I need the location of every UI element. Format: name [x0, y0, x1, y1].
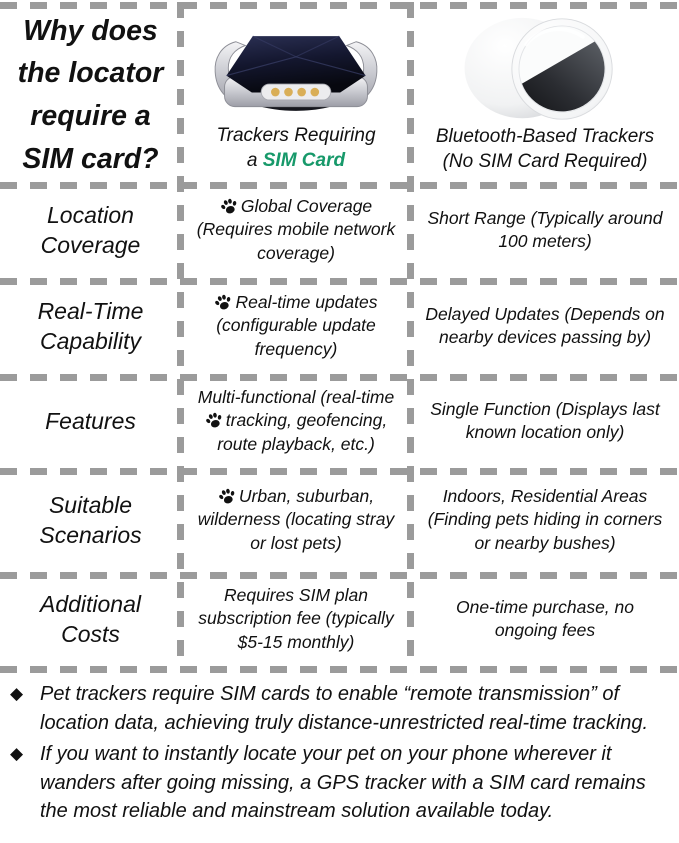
table-row: [0, 374, 679, 468]
paw-print-icon: [214, 293, 233, 312]
bt-cell-suitable-scenarios: Indoors, Residential Areas (Finding pets hiding in corners or nearby bushes): [427, 485, 663, 553]
bt-cell-location-coverage: Short Range (Typically around 100 meters): [427, 207, 663, 251]
paw-print-icon: [218, 487, 237, 506]
bluetooth-tracker-caption: [436, 125, 654, 174]
bt-caption-line1: Bluetooth-Based Trackers: [435, 126, 655, 148]
footnotes: [0, 672, 679, 826]
table-row: [0, 468, 679, 572]
table-row: [0, 182, 679, 278]
cell-text: Requires SIM plan subscription fee (typically $5-15 monthly): [198, 584, 394, 652]
diamond-bullet-icon: ◆: [10, 684, 24, 703]
sim-tracker-caption: [216, 124, 375, 173]
row-label-suitable-scenarios: Suitable Scenarios: [39, 491, 142, 548]
note-item: [10, 740, 665, 826]
airtag-image: [447, 16, 643, 122]
bt-cell-real-time-capability: Delayed Updates (Depends on nearby devices passing by): [425, 303, 665, 347]
grid-line: [0, 374, 679, 381]
grid-line: [0, 2, 679, 9]
bluetooth-tracker-header: [411, 8, 679, 182]
paw-print-icon: [220, 197, 239, 216]
header-row: [0, 8, 679, 182]
row-label-features: Features: [45, 407, 136, 434]
cell-text: Global Coverage (Requires mobile network coverage): [196, 195, 396, 263]
table-question: Why does the locator require a SIM card?: [17, 14, 164, 175]
row-label-real-time-capability: Real-Time Capability: [37, 297, 144, 354]
grid-line: [177, 2, 184, 669]
grid-line: [0, 278, 679, 285]
gps-tracker-image: [202, 17, 390, 121]
bt-caption-line2: (No SIM Card Required): [442, 150, 648, 172]
paw-print-icon: [205, 411, 224, 430]
grid-line: [0, 666, 679, 673]
sim-cell-features: [181, 374, 411, 468]
grid-line: [407, 2, 414, 669]
bt-cell-additional-costs: One-time purchase, no ongoing fees: [455, 596, 634, 640]
sim-cell-additional-costs: [181, 572, 411, 666]
sim-caption-highlight: SIM Card: [262, 149, 346, 171]
sim-cell-location-coverage: [181, 182, 411, 278]
cell-text: Real-time updates (configurable update frequency): [216, 291, 378, 359]
cell-text: Multi-functional (real-time: [197, 386, 395, 407]
diamond-bullet-icon: ◆: [10, 744, 24, 764]
row-label-additional-costs: Additional Costs: [39, 590, 142, 647]
sim-tracker-header: [181, 8, 411, 182]
sim-caption-line2-prefix: a: [246, 149, 263, 171]
note-text: If you want to instantly locate your pet on your phone wherever it wanders after going missing, a GPS tracker with a SIM card remains the most reliable and mainstream solution available today.: [40, 743, 646, 823]
table-row: [0, 278, 679, 374]
sim-caption-line1: Trackers Requiring: [216, 125, 376, 147]
grid-line: [0, 572, 679, 579]
cell-text: tracking, geofencing, route playback, etc.): [217, 410, 388, 454]
grid-line: [0, 182, 679, 189]
sim-cell-suitable-scenarios: [181, 468, 411, 572]
note-text: Pet trackers require SIM cards to enable “remote transmission” of location data, achieving truly distance-unrestricted real-time tracking.: [40, 683, 649, 734]
grid-line: [0, 468, 679, 475]
row-label-location-coverage: Location Coverage: [40, 201, 141, 258]
note-item: [10, 680, 665, 737]
table-row: [0, 572, 679, 666]
cell-text: Urban, suburban, wilderness (locating stray or lost pets): [197, 485, 395, 553]
table-grid: [0, 8, 679, 666]
bt-cell-features: Single Function (Displays last known location only): [430, 398, 660, 442]
sim-cell-real-time-capability: [181, 278, 411, 374]
